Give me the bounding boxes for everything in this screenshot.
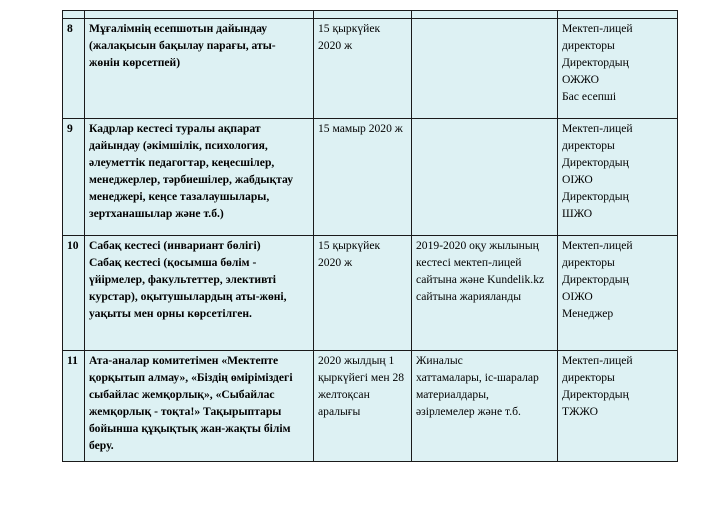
table-row	[63, 351, 678, 462]
responsible: Мектеп-лицей директоры Директордың ОЖЖО Бас есепші	[558, 19, 678, 119]
responsible: Мектеп-лицей директоры Директордың ТЖЖО	[558, 351, 678, 462]
result-note: Жиналыс хаттамалары, іс-шаралар материалдары, әзірлемелер және т.б.	[412, 351, 558, 462]
responsible: Мектеп-лицей директоры Директордың ОІЖО Директордың ШЖО	[558, 119, 678, 236]
task-description: Ата-аналар комитетімен «Мектепте қорқытып алмау», «Біздің өміріміздегі сыбайлас жемқорлық», «Сыбайлас жемқорлық - тоқта!» Тақырыптары бойынша құқықтық жан-жақты білім беру.	[85, 351, 314, 462]
deadline: 15 қыркүйек 2020 ж	[314, 19, 412, 119]
document-table	[62, 10, 678, 462]
table-row	[63, 19, 678, 119]
result-note: 2019-2020 оқу жылының кестесі мектеп-лицей сайтына және Kundelik.kz сайтына жарияланды	[412, 236, 558, 351]
table-row	[63, 119, 678, 236]
row-number: 10	[63, 236, 85, 351]
row-number: 11	[63, 351, 85, 462]
deadline: 15 қыркүйек 2020 ж	[314, 236, 412, 351]
row-number: 9	[63, 119, 85, 236]
table-row-clipped	[63, 11, 678, 19]
deadline: 2020 жылдың 1 қыркүйегі мен 28 желтоқсан аралығы	[314, 351, 412, 462]
result-note	[412, 119, 558, 236]
task-description: Мұғалімнің есепшотын дайындау (жалақысын бақылау парағы, аты- жөнін көрсетпей)	[85, 19, 314, 119]
task-description: Кадрлар кестесі туралы ақпарат дайындау (әкімшілік, психология, әлеуметтік педагогтар, кеңесшілер, менеджерлер, тәрбиешілер, жабдықтау менеджері, кеңсе тазалаушылары, зертханашылар және т.б.)	[85, 119, 314, 236]
task-description: Сабақ кестесі (инвариант бөлігі) Сабақ кестесі (қосымша бөлім - үйірмелер, факультеттер, элективті курстар), оқытушылардың аты-жөні, уақыты мен орны көрсетілген.	[85, 236, 314, 351]
responsible: Мектеп-лицей директоры Директордың ОІЖО Менеджер	[558, 236, 678, 351]
row-number: 8	[63, 19, 85, 119]
table-row	[63, 236, 678, 351]
result-note	[412, 19, 558, 119]
deadline: 15 мамыр 2020 ж	[314, 119, 412, 236]
